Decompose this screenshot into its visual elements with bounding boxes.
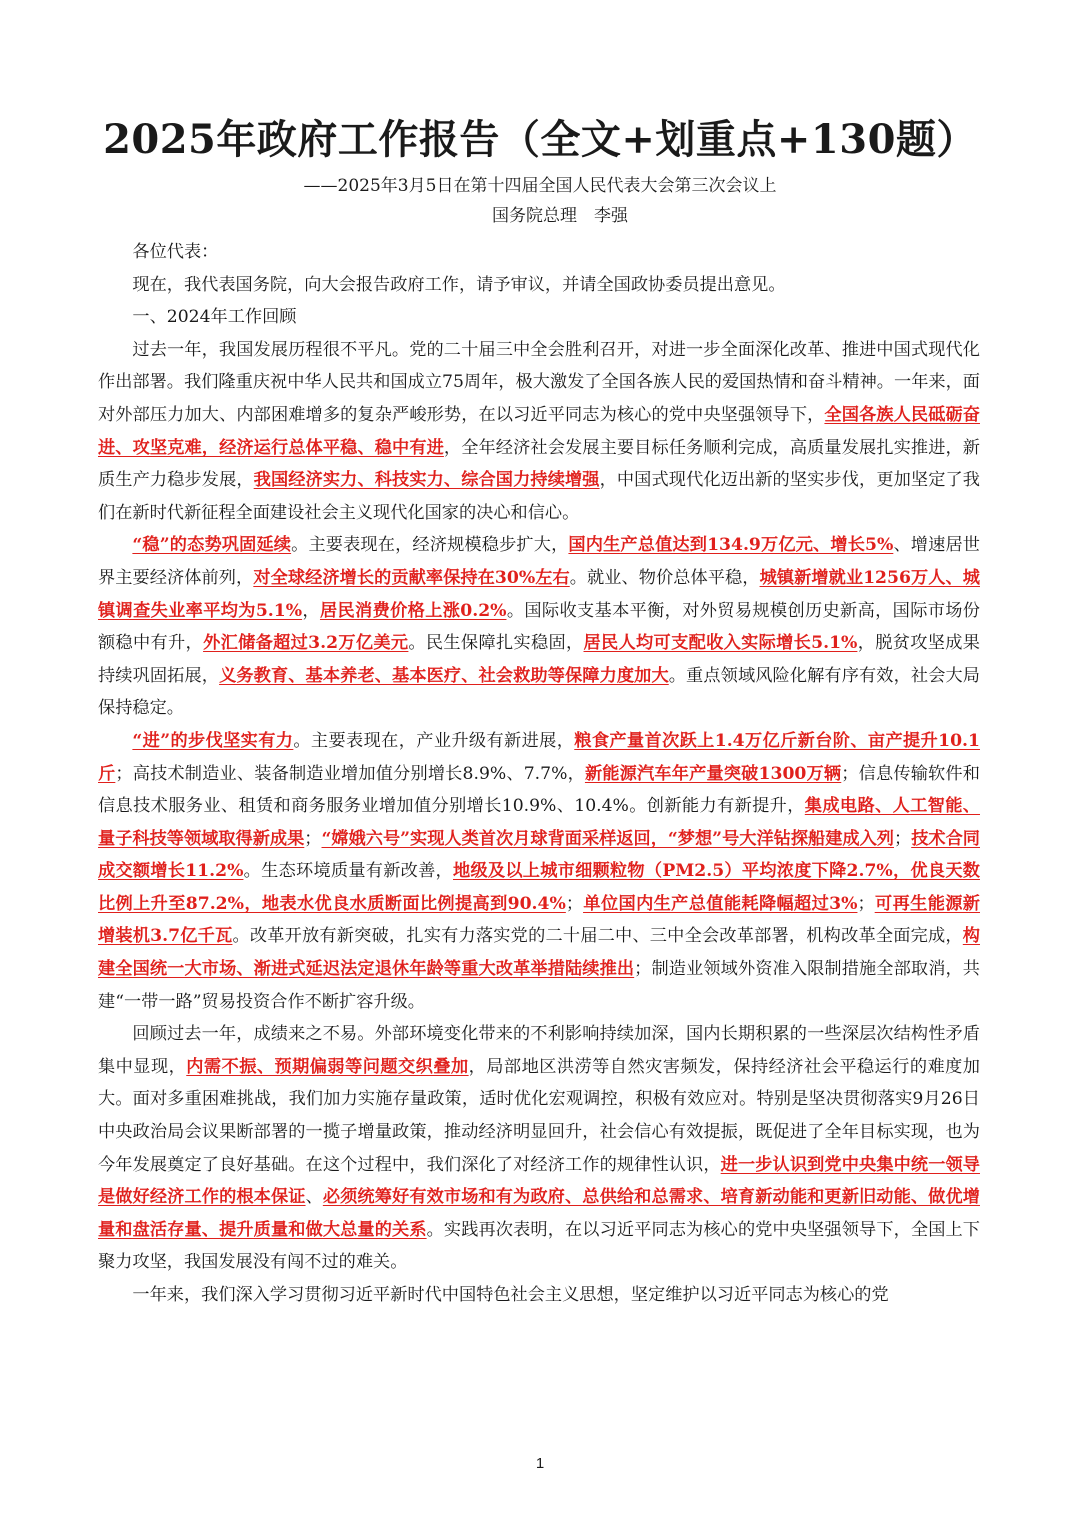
paragraph-text: 过去一年，我国发展历程很不平凡。党的二十届三中全会胜利召开，对进一步全面深化改革、推进中国式现代化作出部署。我们隆重庆祝中华人民共和国成立75周年，极大激发了全国各族人民的爱国热情和奋斗精神。一年来，面对外部压力加大、内部困难增多的复杂严峻形势，在以习近平同志为核心的党中央坚强领导下， xyxy=(98,339,980,425)
paragraph-text: 、 xyxy=(305,1187,323,1208)
highlighted-text: 居民人均可支配收入实际增长5.1% xyxy=(583,633,858,654)
highlighted-text: 我国经济实力、科技实力、综合国力持续增强 xyxy=(253,470,600,491)
paragraph xyxy=(98,269,980,302)
paragraph-text: 。就业、物价总体平稳， xyxy=(569,567,760,588)
highlighted-text: 单位国内生产总值能耗降幅超过3% xyxy=(583,893,858,914)
highlighted-text: “嫦娥六号”实现人类首次月球背面采样返回，“梦想”号大洋钻探船建成入列 xyxy=(321,828,894,849)
document-title: 2025年政府工作报告（全文+划重点+130题） xyxy=(103,116,977,163)
highlighted-text: 粮食产量首次跃上1.4万亿斤新台阶、亩产提升10.1斤 xyxy=(98,730,980,784)
paragraph-text: 。重点领域风险化解有序有效，社会大局保持稳定。 xyxy=(98,665,980,719)
paragraph-text: 。民生保障扎实稳固， xyxy=(408,633,584,654)
paragraph-text: 现在，我代表国务院，向大会报告政府工作，请予审议，并请全国政协委员提出意见。 xyxy=(132,274,786,295)
highlighted-text: 进一步认识到党中央集中统一领导是做好经济工作的根本保证 xyxy=(98,1154,980,1208)
highlighted-text: 新能源汽车年产量突破1300万辆 xyxy=(584,763,842,784)
paragraph-text: ，中国式现代化迈出新的坚实步伐，更加坚定了我们在新时代新征程全面建设社会主义现代化国家的决心和信心。 xyxy=(98,470,980,523)
paragraph-text: ；制造业领域外资准入限制措施全部取消，共建“一带一路”贸易投资合作不断扩容升级。 xyxy=(98,959,980,1012)
highlighted-text: 城镇新增就业1256万人、城镇调查失业率平均为5.1% xyxy=(98,567,980,621)
page-number: 1 xyxy=(535,1455,545,1472)
paragraph-text: ， xyxy=(302,600,320,621)
paragraph-text: ；高技术制造业、装备制造业增加值分别增长8.9%、7.7%， xyxy=(115,763,585,784)
paragraph-text: ； xyxy=(565,893,584,914)
highlighted-text: 构建全国统一大市场、渐进式延迟法定退休年龄等重大改革举措陆续推出 xyxy=(98,926,980,980)
highlighted-text: 对全球经济增长的贡献率保持在30%左右 xyxy=(253,567,570,588)
paragraph-text: 一年来，我们深入学习贯彻习近平新时代中国特色社会主义思想，坚定维护以习近平同志为核心的党 xyxy=(132,1285,889,1305)
paragraph-text: ； xyxy=(894,828,912,849)
paragraph xyxy=(98,236,980,269)
paragraph-text: 。改革开放有新突破，扎实有力落实党的二十届二中、三中全会改革部署，机构改革全面完成， xyxy=(232,926,963,947)
highlighted-text: 可再生能源新增装机3.7亿千瓦 xyxy=(98,893,980,947)
paragraph-text: 。主要表现在，产业升级有新进展， xyxy=(293,730,575,751)
paragraph-text: ； xyxy=(857,893,875,914)
paragraph-text: ，脱贫攻坚成果持续巩固拓展， xyxy=(98,633,980,686)
document-author: 国务院总理 李强 xyxy=(492,206,628,226)
highlighted-text: 全国各族人民砥砺奋进、攻坚克难，经济运行总体平稳、稳中有进 xyxy=(98,404,980,458)
paragraph xyxy=(98,529,980,725)
highlighted-text: 国内生产总值达到134.9万亿元、增长5% xyxy=(568,535,894,556)
paragraph-text: 一、2024年工作回顾 xyxy=(132,307,297,328)
paragraph xyxy=(98,334,980,530)
paragraph xyxy=(98,1018,980,1279)
document-subtitle: ——2025年3月5日在第十四届全国人民代表大会第三次会议上 xyxy=(303,176,777,196)
paragraph-text: ，局部地区洪涝等自然灾害频发，保持经济社会平稳运行的难度加大。面对多重困难挑战，我们加力实施存量政策，适时优化宏观调控，积极有效应对。特别是坚决贯彻落实9月26日中央政治局会议果断部署的一揽子增量政策，推动经济明显回升，社会信心有效提振，既促进了全年目标实现，也为今年发展奠定了良好基础。在这个过程中，我们深化了对经济工作的规律性认识， xyxy=(98,1056,980,1175)
paragraph-text: 。实践再次表明，在以习近平同志为核心的党中央坚强领导下，全国上下聚力攻坚，我国发展没有闯不过的难关。 xyxy=(98,1219,980,1273)
paragraph xyxy=(98,1279,980,1312)
highlighted-text: 居民消费价格上涨0.2% xyxy=(319,600,507,621)
highlighted-text: 地级及以上城市细颗粒物（PM2.5）平均浓度下降2.7%，优良天数比例上升至87.2%，地表水优良水质断面比例提高到90.4% xyxy=(98,861,980,914)
highlighted-text: 必须统筹好有效市场和有为政府、总供给和总需求、培育新动能和更新旧动能、做优增量和盘活存量、提升质量和做大总量的关系 xyxy=(98,1187,980,1240)
highlighted-text: 义务教育、基本养老、基本医疗、社会救助等保障力度加大 xyxy=(219,665,669,686)
paragraph-text: ； xyxy=(304,828,322,849)
highlighted-text: 内需不振、预期偏弱等问题交织叠加 xyxy=(186,1056,469,1077)
paragraph-text: ，全年经济社会发展主要目标任务顺利完成，高质量发展扎实推进，新质生产力稳步发展， xyxy=(98,437,980,491)
paragraph-text: 各位代表： xyxy=(132,242,219,262)
paragraph-text: 。主要表现在，经济规模稳步扩大， xyxy=(291,535,569,556)
highlighted-text: “进”的步伐坚实有力 xyxy=(132,730,294,751)
highlighted-text: 技术合同成交额增长11.2% xyxy=(98,828,980,882)
highlighted-text: “稳”的态势巩固延续 xyxy=(132,535,292,556)
paragraph xyxy=(98,301,980,334)
highlighted-text: 外汇储备超过3.2万亿美元 xyxy=(203,633,409,654)
highlighted-text: 集成电路、人工智能、量子科技等领域取得新成果 xyxy=(98,796,980,849)
paragraph-text: 、增速居世界主要经济体前列， xyxy=(98,535,980,588)
paragraph xyxy=(98,725,980,1018)
document-body xyxy=(98,236,980,1312)
paragraph-text: 。生态环境质量有新改善， xyxy=(243,861,453,882)
paragraph-text: 回顾过去一年，成绩来之不易。外部环境变化带来的不利影响持续加深，国内长期积累的一些深层次结构性矛盾集中显现， xyxy=(98,1024,980,1077)
paragraph-text: 。国际收支基本平衡，对外贸易规模创历史新高，国际市场份额稳中有升， xyxy=(98,600,980,654)
paragraph-text: ；信息传输软件和信息技术服务业、租赁和商务服务业增加值分别增长10.9%、10.4%。创新能力有新提升， xyxy=(98,763,980,817)
